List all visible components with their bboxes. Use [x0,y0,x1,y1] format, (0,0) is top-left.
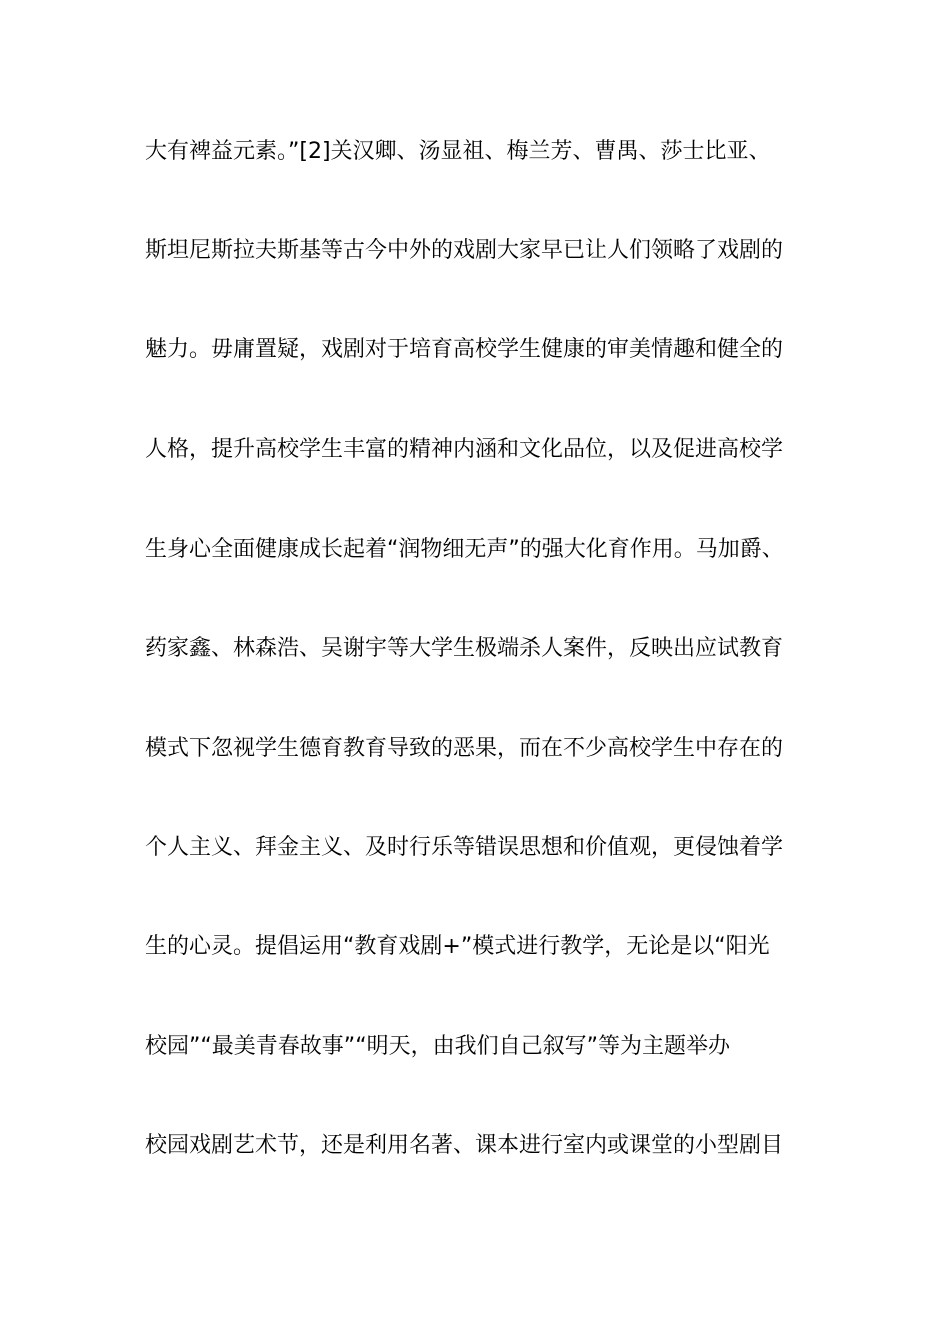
body-text-line: 校园”“最美青春故事”“明天，由我们自己叙写”等为主题举办 [145,1034,730,1059]
body-text-line: 生的心灵。提倡运用“教育戏剧+”模式进行教学，无论是以“阳光 [145,934,770,959]
body-text-line: 个人主义、拜金主义、及时行乐等错误思想和价值观，更侵蚀着学 [145,835,784,860]
body-text-line: 大有裨益元素。”[2]关汉卿、汤显祖、梅兰芳、曹禺、莎士比亚、 [145,139,771,164]
body-text-line: 魅力。毋庸置疑，戏剧对于培育高校学生健康的审美情趣和健全的 [145,337,784,362]
body-text-line: 校园戏剧艺术节，还是利用名著、课本进行室内或课堂的小型剧目 [145,1133,784,1158]
body-text-line: 药家鑫、林森浩、吴谢宇等大学生极端杀人案件，反映出应试教育 [145,636,784,661]
body-text-line: 模式下忽视学生德育教育导致的恶果，而在不少高校学生中存在的 [145,736,784,761]
body-text-line: 生身心全面健康成长起着“润物细无声”的强大化育作用。马加爵、 [145,537,784,562]
body-text-line: 斯坦尼斯拉夫斯基等古今中外的戏剧大家早已让人们领略了戏剧的 [145,238,784,263]
body-text-line: 人格，提升高校学生丰富的精神内涵和文化品位，以及促进高校学 [145,437,784,462]
